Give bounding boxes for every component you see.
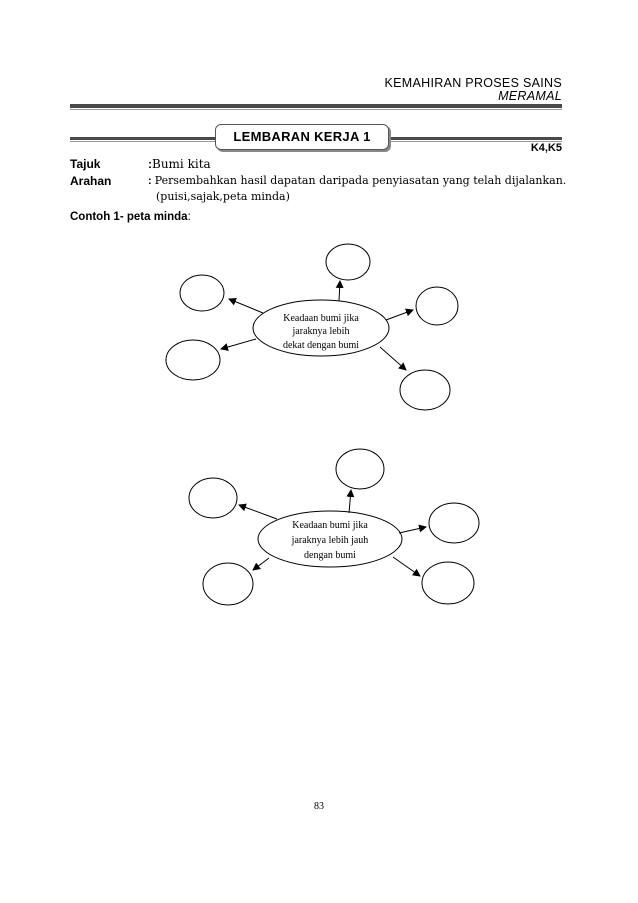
arrow-lower-left [221, 339, 256, 349]
arrow-upper-right [399, 527, 426, 533]
tajuk-label: Tajuk [70, 157, 101, 171]
node-upper-left [180, 275, 224, 311]
tajuk-text: Bumi kita [152, 157, 211, 171]
center-text-2a: Keadaan bumi jika [292, 520, 368, 531]
worksheet-title: LEMBARAN KERJA 1 [215, 124, 389, 150]
arrow-lower-left [253, 558, 269, 570]
arrow-upper-right [386, 310, 413, 320]
center-text-1c: dekat dengan bumi [282, 340, 360, 351]
arrow-top [349, 490, 351, 513]
arrow-lower-right [380, 347, 406, 370]
page-number: 83 [314, 801, 324, 812]
header-subtitle: MERAMAL [498, 89, 562, 103]
node-top [326, 244, 370, 280]
node-lower-right [422, 562, 474, 604]
skill-code: K4,K5 [530, 142, 562, 154]
node-upper-left [189, 478, 237, 518]
node-lower-left [203, 563, 253, 605]
center-text-2c: dengan bumi [304, 550, 356, 561]
node-lower-left [166, 340, 220, 380]
arahan-line-1: Persembahkan hasil dapatan daripada penyiasatan yang telah dijalankan. [154, 174, 567, 187]
tajuk-value: :Bumi kita [148, 157, 211, 171]
center-text-1a: Keadaan bumi jika [283, 313, 359, 324]
arrow-upper-left [229, 299, 263, 313]
center-text-2b: jaraknya lebih jauh [291, 535, 369, 546]
mind-map-2 [189, 449, 479, 605]
arrow-lower-right [393, 557, 420, 576]
example-colon: : [187, 211, 191, 223]
arrow-upper-left [239, 505, 277, 519]
arahan-label: Arahan [70, 174, 112, 188]
node-upper-right [429, 503, 479, 543]
header-title: KEMAHIRAN PROSES SAINS [384, 76, 562, 90]
arrow-top [339, 281, 340, 301]
arahan-line-2: (puisi,sajak,peta minda) [156, 190, 290, 203]
node-lower-right [400, 370, 450, 410]
center-text-1b: jaraknya lebih [292, 326, 350, 337]
arahan-value: : Persembahkan hasil dapatan daripada penyiasatan yang telah dijalankan. [148, 174, 567, 187]
node-top [336, 449, 384, 489]
example-label: Contoh 1- peta minda [70, 211, 188, 223]
node-upper-right [416, 287, 458, 325]
mind-map-1 [166, 244, 458, 410]
